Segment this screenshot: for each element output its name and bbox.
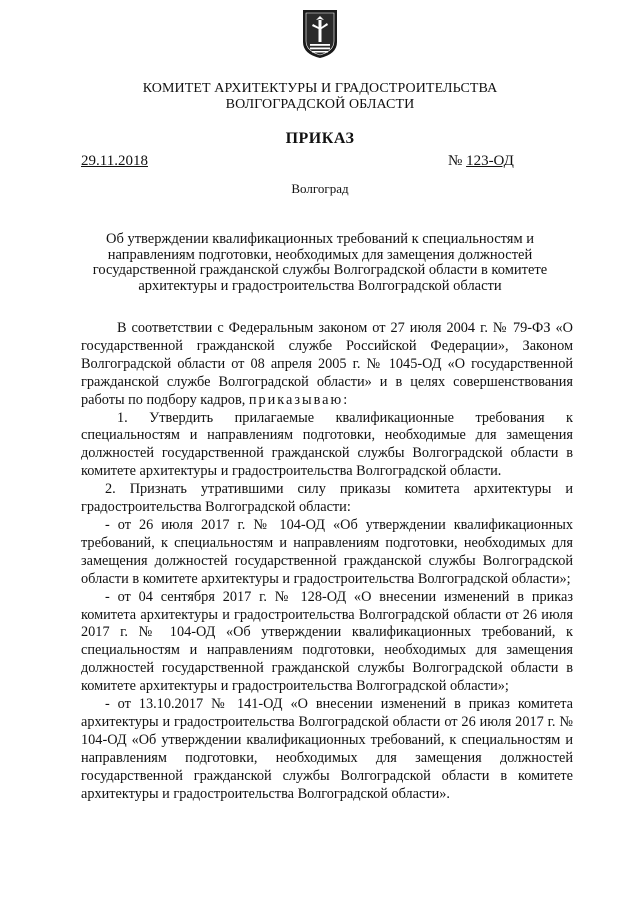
item-1-paragraph: 1. Утвердить прилагаемые квалификационные требования к специальностям и направлениям подготовки, необходимые для замещения должностей государственной гражданской службы Волгоградской области в комитете архитектуры и градостроительства Волгоградской области. bbox=[81, 409, 573, 480]
order-body bbox=[81, 320, 573, 803]
committee-name-line2: ВОЛГОГРАДСКОЙ ОБЛАСТИ bbox=[225, 97, 415, 112]
committee-name-line1: КОМИТЕТ АРХИТЕКТУРЫ И ГРАДОСТРОИТЕЛЬСТВА bbox=[142, 81, 498, 96]
repealed-order-141: - от 13.10.2017 № 141-ОД «О внесении изменений в приказ комитета архитектуры и градостроительства Волгоградской области от 26 июля 2017 г. № 104-ОД «Об утверждении квалификационных требований, к специальностям и направлениям подготовки, необходимых для замещения должностей государственной гражданской службы Волгоградской области в комитете архитектуры и градостроительства Волгоградской области». bbox=[81, 696, 573, 802]
volgograd-emblem-icon bbox=[301, 8, 339, 60]
repealed-order-104: - от 26 июля 2017 г. № 104-ОД «Об утверждении квалификационных требований, к специальностям и направлениям подготовки, необходимых для замещения должностей государственной гражданской службы Волгоградской области в комитете архитектуры и градостроительства Волгоградской области»; bbox=[81, 516, 573, 587]
order-city: Волгоград bbox=[291, 181, 349, 196]
order-number bbox=[448, 153, 514, 170]
order-subject: Об утверждении квалификационных требований к специальностям и направлениям подготовки, необходимых для замещения должностей государственной гражданской службы Волгоградской области в комитете архитектуры и градостроительства Волгоградской области bbox=[92, 231, 548, 294]
order-number-prefix: № bbox=[448, 153, 463, 169]
repealed-order-128: - от 04 сентября 2017 г. № 128-ОД «О внесении изменений в приказ комитета архитектуры и градостроительства Волгоградской области от 26 июля 2017 г. № 104-ОД «Об утверждении квалификационных требований, к специальностям и направлениям подготовки, необходимых для замещения должностей государственной гражданской службы Волгоградской области в комитете архитектуры и градостроительства Волгоградской области»; bbox=[81, 588, 573, 695]
item-2-paragraph: 2. Признать утратившими силу приказы комитета архитектуры и градостроительства Волгоградской области: bbox=[81, 481, 573, 516]
order-title: ПРИКАЗ bbox=[285, 130, 355, 147]
preamble-text: В соответствии с Федеральным законом от 27 июля 2004 г. № 79-ФЗ «О государственной гражданской службе Российской Федерации», Законом Волгоградской области от 08 апреля 2005 г. № 1045-ОД «О государственной гражданской службе Волгоградской области» и в целях совершенствования работы по подбору кадров, bbox=[81, 320, 573, 408]
preamble-order-word: приказываю bbox=[248, 391, 344, 408]
order-number-value: 123-ОД bbox=[466, 153, 514, 169]
preamble-paragraph bbox=[81, 320, 573, 410]
preamble-end: : bbox=[343, 391, 348, 408]
order-date: 29.11.2018 bbox=[81, 153, 148, 169]
